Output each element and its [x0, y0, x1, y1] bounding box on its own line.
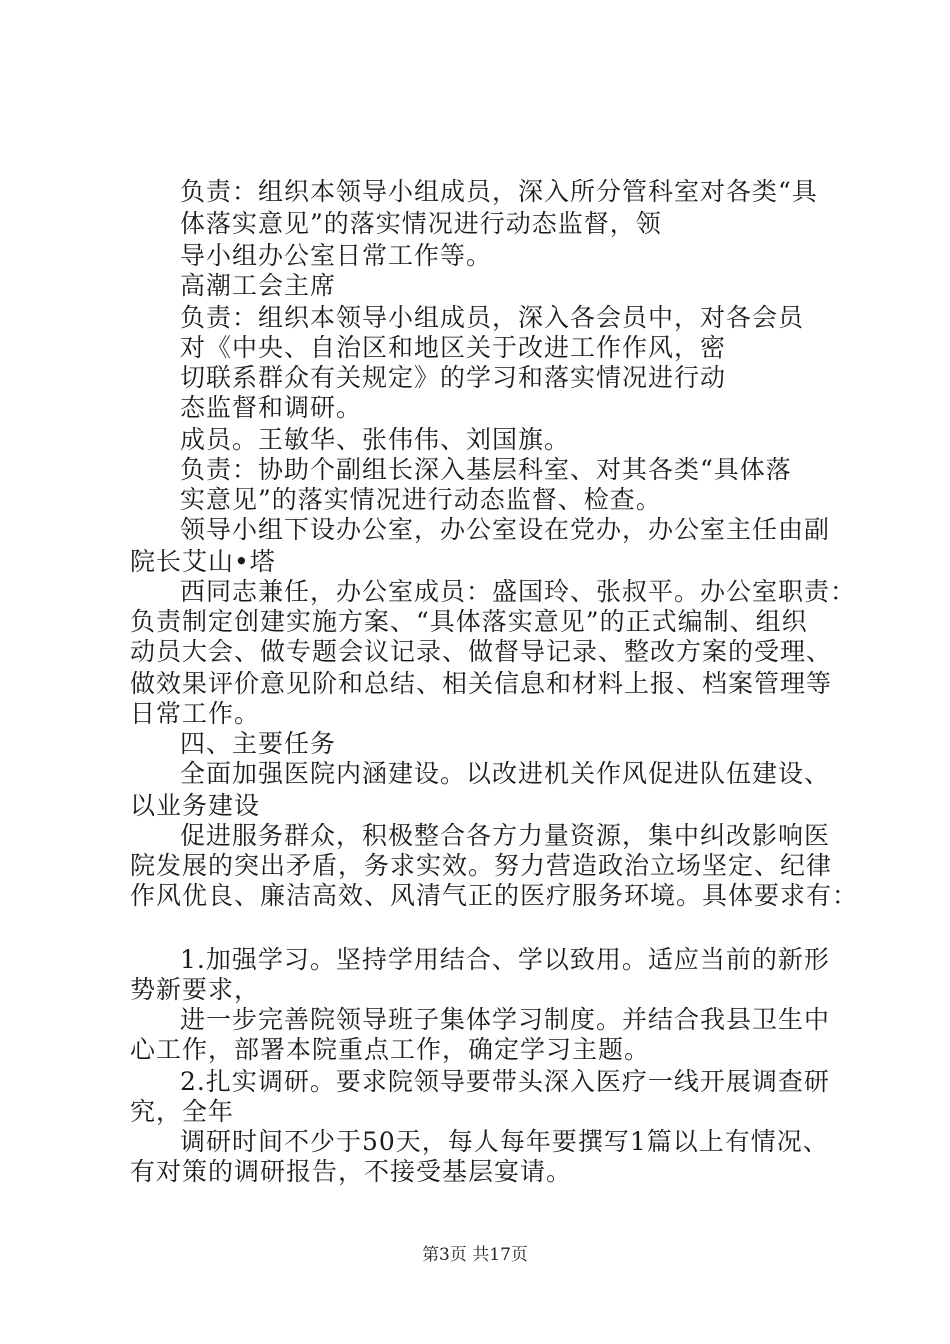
text-line: 负责制定创建实施方案、“具体落实意见”的正式编制、组织: [130, 607, 808, 636]
text-line: 体落实意见”的落实情况进行动态监督，领: [180, 209, 662, 238]
text-line: 心工作，部署本院重点工作，确定学习主题。: [130, 1035, 651, 1064]
text-line: 调研时间不少于50天，每人每年要撰写1篇以上有情况、: [180, 1127, 829, 1156]
text-line: 日常工作。: [130, 699, 261, 728]
text-line: 全面加强医院内涵建设。以改进机关作风促进队伍建设、: [180, 759, 831, 788]
text-line: 促进服务群众，积极整合各方力量资源，集中纠改影响医: [180, 821, 831, 850]
text-line: 院发展的突出矛盾，务求实效。努力营造政治立场坚定、纪律: [130, 851, 833, 880]
text-line: 对《中央、自治区和地区关于改进工作作风，密: [180, 333, 727, 362]
text-line: 作风优良、廉洁高效、风清气正的医疗服务环境。具体要求有：: [130, 881, 859, 910]
text-line: 2.扎实调研。要求院领导要带头深入医疗一线开展调查研: [180, 1067, 830, 1096]
text-line: 以业务建设: [130, 791, 261, 820]
text-line: 进一步完善院领导班子集体学习制度。并结合我县卫生中: [180, 1005, 831, 1034]
section-heading: 四、主要任务: [180, 729, 337, 758]
text-line: 动员大会、做专题会议记录、做督导记录、整改方案的受理、: [130, 637, 833, 666]
text-line: 领导小组下设办公室，办公室设在党办，办公室主任由副: [180, 515, 831, 544]
text-line: 势新要求，: [130, 975, 261, 1004]
text-line: 负责：组织本领导小组成员，深入各会员中，对各会员: [180, 303, 805, 332]
text-line: 1.加强学习。坚持学用结合、学以致用。适应当前的新形: [180, 945, 830, 974]
page-footer: 第3页 共17页: [422, 1245, 528, 1265]
text-line: 负责：组织本领导小组成员，深入所分管科室对各类“具: [180, 177, 818, 206]
text-line: 高潮工会主席: [180, 271, 337, 300]
text-line: 切联系群众有关规定》的学习和落实情况进行动: [180, 363, 727, 392]
text-line: 负责：协助个副组长深入基层科室、对其各类“具体落: [180, 455, 792, 484]
text-line: 导小组办公室日常工作等。: [180, 241, 493, 270]
text-line: 成员。王敏华、张伟伟、刘国旗。: [180, 425, 571, 454]
text-line: 西同志兼任，办公室成员：盛国玲、张叔平。办公室职责：: [180, 577, 857, 606]
text-line: 做效果评价意见阶和总结、相关信息和材料上报、档案管理等: [130, 669, 833, 698]
text-line: 实意见”的落实情况进行动态监督、检查。: [180, 485, 662, 514]
text-line: 态监督和调研。: [180, 393, 363, 422]
text-line: 院长艾山•塔: [130, 547, 276, 576]
text-line: 究，全年: [130, 1097, 235, 1126]
text-line: 有对策的调研报告，不接受基层宴请。: [130, 1157, 573, 1186]
